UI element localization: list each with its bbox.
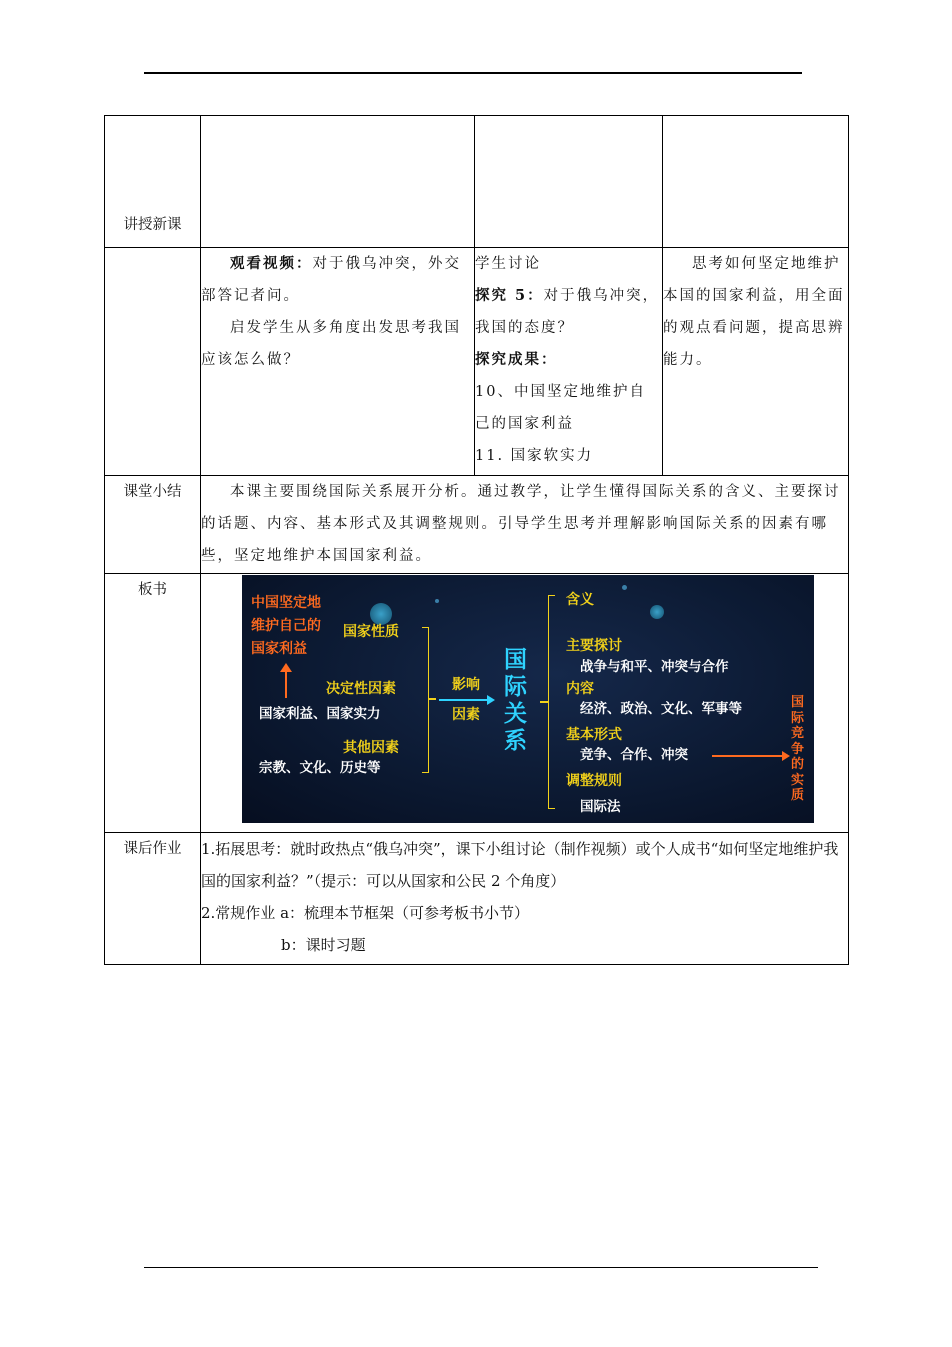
content: 内容 xyxy=(566,681,594,697)
center-char-4: 系 xyxy=(504,728,527,754)
label-board: 板书 xyxy=(105,574,201,833)
influence-arrow-shaft xyxy=(439,699,489,701)
label-summary: 课堂小结 xyxy=(105,476,201,574)
essence-char-3: 竞 xyxy=(791,726,805,741)
row-video xyxy=(105,248,849,476)
right-bracket-tick xyxy=(540,701,548,703)
left-bracket xyxy=(422,627,429,773)
header-rule xyxy=(144,72,802,74)
other-factor-detail: 宗教、文化、历史等 xyxy=(259,760,381,776)
design-intent-text: 思考如何坚定地维护本国的国家利益，用全面的观点看问题，提高思辨能力。 xyxy=(663,256,845,368)
decor-dot-3 xyxy=(622,585,627,590)
decor-dot-2 xyxy=(650,605,664,619)
explore-text: 对于俄乌冲突，我国的态度？ xyxy=(475,288,660,336)
essence-char-1: 国 xyxy=(791,695,805,710)
row-homework xyxy=(105,833,849,965)
basic-forms-detail: 竞争、合作、冲突 xyxy=(580,747,688,763)
video-paragraph xyxy=(201,248,474,312)
cell-empty-1 xyxy=(201,116,475,248)
cell-empty-3 xyxy=(663,116,849,248)
cell-empty-2 xyxy=(475,116,663,248)
cell-blank-label xyxy=(105,248,201,476)
essence-char-4: 争 xyxy=(791,741,805,757)
homework-line1: 1.拓展思考：就时政热点“俄乌冲突”，课下小组讨论（制作视频）或个人成书“如何坚定地维护我国的国家利益？”（提示：可以从国家和公民 2 个角度） xyxy=(201,840,839,890)
adjust-rules-detail: 国际法 xyxy=(580,799,621,815)
cell-teacher-activity xyxy=(201,248,475,476)
right-bracket xyxy=(548,595,555,809)
cell-summary xyxy=(201,476,849,574)
result-label: 探究成果： xyxy=(475,351,558,368)
essence-char-2: 际 xyxy=(791,710,805,726)
decisive-factor: 决定性因素 xyxy=(326,681,396,697)
summary-text: 本课主要围绕国际关系展开分析。通过教学，让学生懂得国际关系的含义、主要探讨的话题、内容、基本形式及其调整规则。引导学生思考并理解影响国际关系的因素有哪些，坚定地维护本国国家利益。 xyxy=(201,484,841,564)
meaning: 含义 xyxy=(566,592,594,608)
decor-dot-4 xyxy=(435,599,439,603)
china-interest-line2: 维护自己的 xyxy=(251,618,321,634)
basic-forms: 基本形式 xyxy=(566,727,622,743)
essence-char-7: 质 xyxy=(791,788,805,803)
china-interest-line3: 国家利益 xyxy=(251,641,307,657)
essence-char-5: 的 xyxy=(791,757,805,772)
cell-student-activity xyxy=(475,248,663,476)
row-lecture xyxy=(105,116,849,248)
content-detail: 经济、政治、文化、军事等 xyxy=(580,701,742,717)
other-factor: 其他因素 xyxy=(343,740,399,756)
influence-line1: 影响 xyxy=(452,677,480,693)
adjust-rules: 调整规则 xyxy=(566,773,622,789)
center-char-2: 际 xyxy=(504,674,527,700)
cell-design-intent xyxy=(663,248,849,476)
cell-board xyxy=(201,574,849,833)
center-char-1: 国 xyxy=(504,647,527,673)
up-arrow-icon xyxy=(280,663,292,672)
influence-line2: 因素 xyxy=(452,707,480,723)
homework-line2: 2.常规作业 a：梳理本节框架（可参考板书小节） xyxy=(201,904,530,922)
essence-char-6: 实 xyxy=(791,772,805,788)
china-interest-line1: 中国坚定地 xyxy=(251,595,321,611)
board-diagram xyxy=(242,575,814,823)
guide-paragraph: 启发学生从多角度出发思考我国应该怎么做？ xyxy=(201,320,461,368)
result-item-11: 11. 国家软实力 xyxy=(475,448,594,464)
main-topics-detail: 战争与和平、冲突与合作 xyxy=(580,659,729,675)
left-bracket-tick xyxy=(428,698,436,700)
label-homework: 课后作业 xyxy=(105,833,201,965)
homework-line3: b：课时习题 xyxy=(281,936,366,954)
video-lead: 观看视频： xyxy=(230,255,313,272)
national-nature: 国家性质 xyxy=(343,624,399,640)
row-board xyxy=(105,574,849,833)
up-arrow-shaft xyxy=(285,670,287,698)
essence-arrow-shaft xyxy=(712,755,784,757)
lesson-plan-table xyxy=(104,115,849,965)
label-lecture: 讲授新课 xyxy=(105,116,201,248)
essence-arrow-icon xyxy=(782,751,790,761)
main-topics: 主要探讨 xyxy=(566,638,622,654)
influence-arrow-icon xyxy=(487,695,495,705)
footer-rule xyxy=(144,1267,818,1268)
result-item-10: 10、中国坚定地维护自己的国家利益 xyxy=(475,384,646,432)
student-discussion: 学生讨论 xyxy=(475,256,541,272)
video-text: 对于俄乌冲突，外交部答记者问。 xyxy=(201,256,461,304)
explore-label: 探究 5： xyxy=(475,287,544,304)
explore-paragraph xyxy=(475,280,662,344)
decisive-factor-detail: 国家利益、国家实力 xyxy=(259,706,381,722)
cell-homework xyxy=(201,833,849,965)
row-summary xyxy=(105,476,849,574)
center-char-3: 关 xyxy=(504,701,527,727)
